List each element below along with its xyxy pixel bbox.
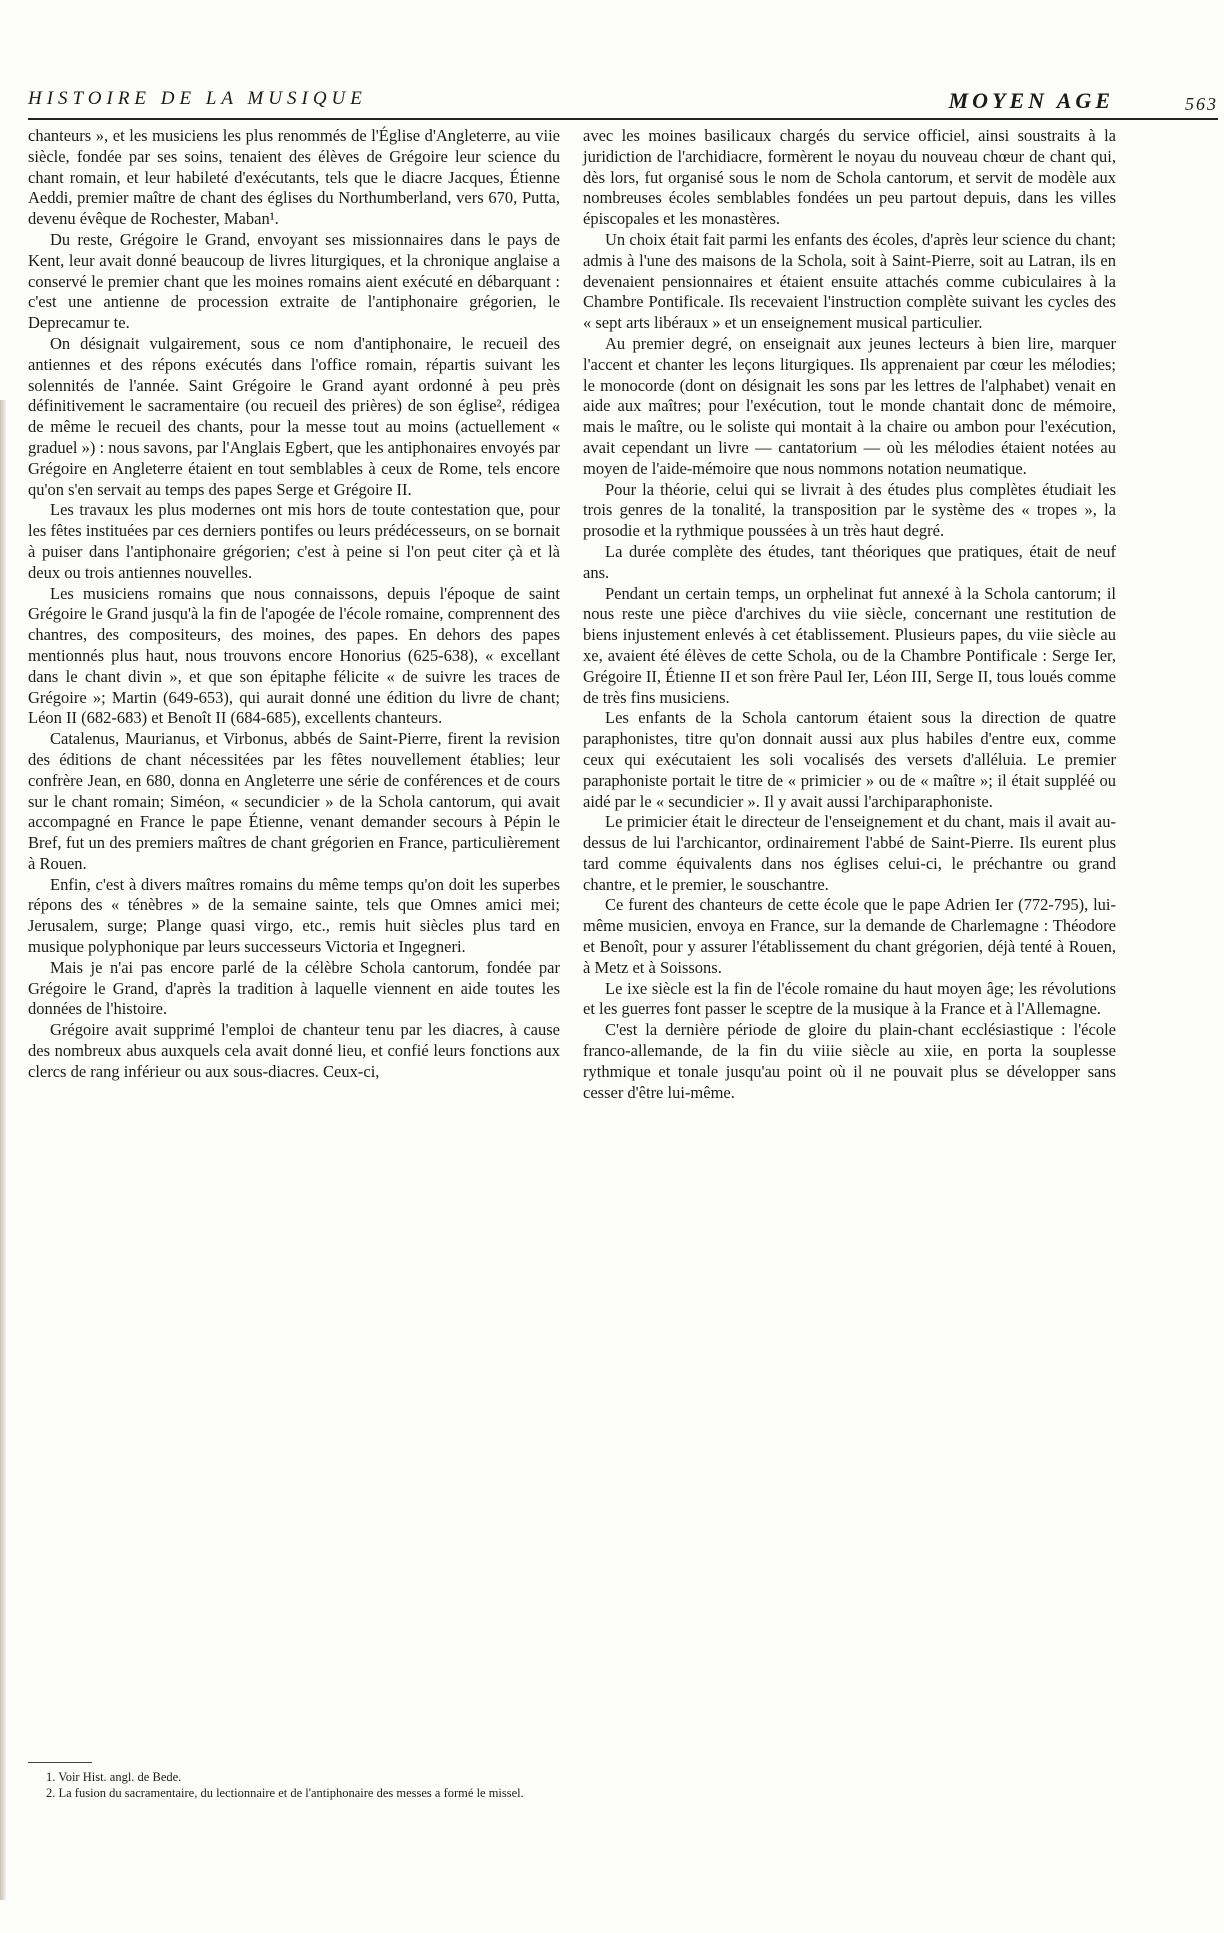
- paragraph: chanteurs », et les musiciens les plus renommés de l'Église d'Angleterre, au viie siècle, fondée par ses soins, tenaient des élèves de Grégoire leur science du chant romain, et leur habileté d'exécutants, tels que le diacre Jacques, Étienne Aeddi, premier maître de chant des églises du Northumberland, vers 670, Putta, devenu évêque de Rochester, Maban¹.: [28, 126, 560, 229]
- header-right-title: MOYEN AGE: [948, 88, 1114, 113]
- paragraph: Ce furent des chanteurs de cette école que le pape Adrien Ier (772-795), lui-même musicien, envoya en France, sur la demande de Charlemagne : Théodore et Benoît, pour y assurer l'établissement du chant grégorien, déjà tenté à Rouen, à Metz et à Soissons.: [583, 895, 1116, 977]
- paragraph: Catalenus, Maurianus, et Virbonus, abbés de Saint-Pierre, firent la revision des éditions de chant nécessitées par les fêtes nouvellement établies; leur confrère Jean, en 680, donna en Angleterre une série de conférences et de cours sur le chant romain; Siméon, « secundicier » de la Schola cantorum, qui avait accompagné en France le pape Étienne, venant demander secours à Pépin le Bref, fut un des premiers maîtres de chant grégorien en France, particulièrement à Rouen.: [28, 729, 560, 873]
- running-header: [28, 88, 1114, 114]
- footnotes: [28, 1770, 560, 1801]
- paragraph: Enfin, c'est à divers maîtres romains du même temps qu'on doit les superbes répons des « ténèbres » de la semaine sainte, tels que Omnes amici mei; Jerusalem, surge; Plange quasi virgo, etc., remis huit siècles plus tard en musique polyphonique par leurs successeurs Victoria et Ingegneri.: [28, 874, 560, 957]
- paragraph: Les travaux les plus modernes ont mis hors de toute contestation que, pour les fêtes instituées par ces derniers pontifes ou leurs prédécesseurs, on se bornait à puiser dans l'antiphonaire grégorien; c'est à peine si l'on peut citer çà et là deux ou trois antiennes nouvelles.: [28, 500, 560, 582]
- paragraph: Grégoire avait supprimé l'emploi de chanteur tenu par les diacres, à cause des nombreux abus auxquels cela avait donné lieu, et confié leurs fonctions aux clercs de rang inférieur ou aux sous-diacres. Ceux-ci,: [28, 1020, 560, 1081]
- paragraph: C'est la dernière période de gloire du plain-chant ecclésiastique : l'école franco-allemande, de la fin du viiie siècle au xiie, en porta la souplesse rythmique et tonale jusqu'au point où il ne pouvait plus se développer sans cesser d'être lui-même.: [583, 1020, 1116, 1102]
- paragraph: Mais je n'ai pas encore parlé de la célèbre Schola cantorum, fondée par Grégoire le Grand, d'après la tradition à laquelle viennent en aide toutes les données de l'histoire.: [28, 957, 560, 1019]
- right-column: [583, 126, 1116, 1103]
- paragraph: avec les moines basilicaux chargés du service officiel, ainsi soustraits à la juridiction de l'archidiacre, formèrent le noyau du nouveau chœur de chant qui, dès lors, fut organisé sous le nom de Schola cantorum, et servit de modèle aux nombreuses écoles semblables fondées un peu partout depuis, dans les villes épiscopales et les monastères.: [583, 126, 1116, 229]
- footnote: 2. La fusion du sacramentaire, du lectionnaire et de l'antiphonaire des messes a formé le missel.: [46, 1785, 524, 1800]
- paragraph: Les musiciens romains que nous connaissons, depuis l'époque de saint Grégoire le Grand jusqu'à la fin de l'apogée de l'école romaine, comprennent des chantres, des compositeurs, des moines, des papes. En dehors des papes mentionnés plus haut, nous trouvons encore Honorius (625-638), « excellant dans le chant divin », et que son épitaphe félicite « de suivre les traces de Grégoire »; Martin (649-653), qui aurait donné une édition du livre de chant; Léon II (682-683) et Benoît II (684-685), excellents chanteurs.: [28, 583, 560, 728]
- header-rule: [28, 118, 1218, 120]
- footnote: 1. Voir Hist. angl. de Bede.: [46, 1770, 182, 1784]
- footnote-separator: [28, 1762, 92, 1763]
- header-left-title: HISTOIRE DE LA MUSIQUE: [28, 88, 367, 109]
- left-column: [28, 126, 560, 1083]
- paragraph: On désignait vulgairement, sous ce nom d'antiphonaire, le recueil des antiennes et des répons exécutés dans l'office romain, répartis suivant les solennités de l'année. Saint Grégoire le Grand ayant ordonné à peu près définitivement le sacramentaire (ou recueil des prières) de son église², rédigea de même le recueil des chants, pour la messe tout au moins (actuellement « graduel ») : nous savons, par l'Anglais Egbert, que les antiphonaires envoyés par Grégoire en Angleterre étaient en tout semblables à ceux de Rome, tels encore qu'on s'en servait au temps des papes Serge et Grégoire II.: [28, 333, 560, 499]
- paragraph: Le primicier était le directeur de l'enseignement et du chant, mais il avait au-dessus de lui l'archicantor, ordinairement l'abbé de Saint-Pierre. Ils eurent plus tard comme équivalents dans nos églises celui-ci, le préchantre ou grand chantre, et le premier, le souschantre.: [583, 812, 1116, 894]
- paragraph: Du reste, Grégoire le Grand, envoyant ses missionnaires dans le pays de Kent, leur avait donné beaucoup de livres liturgiques, et la chronique anglaise a conservé le premier chant que les moines romains aient exécuté en débarquant : c'est une antienne de procession extraite de l'antiphonaire grégorien, le Deprecamur te.: [28, 229, 560, 333]
- paragraph: Pendant un certain temps, un orphelinat fut annexé à la Schola cantorum; il nous reste une pièce d'archives du viie siècle, concernant une restitution de biens injustement enlevés à cet établissement. Plusieurs papes, du viie siècle au xe, avaient été élèves de cette Schola, ou de la Chambre Pontificale : Serge Ier, Grégoire II, Étienne II et son frère Paul Ier, Léon III, Serge II, tous loués comme de très fins musiciens.: [583, 583, 1116, 707]
- paragraph: Les enfants de la Schola cantorum étaient sous la direction de quatre paraphonistes, titre qu'on donnait aussi aux plus habiles d'entre eux, comme ceux qui exécutaient les soli vocalisés des versets d'alléluia. Le premier paraphoniste portait le titre de « primicier » ou de « maître »; il était suppléé ou aidé par le « secundicier ». Il y avait aussi l'archiparaphoniste.: [583, 708, 1116, 811]
- paragraph: Le ixe siècle est la fin de l'école romaine du haut moyen âge; les révolutions et les guerres font passer le sceptre de la musique à la France et à l'Allemagne.: [583, 978, 1116, 1019]
- paragraph: Au premier degré, on enseignait aux jeunes lecteurs à bien lire, marquer l'accent et chanter les leçons liturgiques. Ils apprenaient par cœur les mélodies; le monocorde (dont on désignait les sons par les lettres de l'alphabet) venait en aide aux maîtres; pour l'exécution, tout le monde chantait donc de mémoire, mais le maître, ou le soliste qui montait à la chaire ou ambon pour l'exécution, avait cependant un livre — cantatorium — où les mélodies étaient notées au moyen de l'aide-mémoire que nous nommons notation neumatique.: [583, 333, 1116, 478]
- page-number: 563: [1185, 94, 1218, 114]
- paragraph: Un choix était fait parmi les enfants des écoles, d'après leur science du chant; admis à l'une des maisons de la Schola, soit à Saint-Pierre, soit au Latran, ils en devenaient pensionnaires et étaient ensuite attachés comme cubiculaires à la Chambre Pontificale. Ils recevaient l'instruction complète suivant les cycles des « sept arts libéraux » et un enseignement musical particulier.: [583, 229, 1116, 333]
- page-gutter-shadow: [0, 400, 6, 1900]
- paragraph: Pour la théorie, celui qui se livrait à des études plus complètes étudiait les trois genres de la tonalité, la transposition par le système des « tropes », la prosodie et la rythmique poussées à un très haut degré.: [583, 479, 1116, 541]
- paragraph: La durée complète des études, tant théoriques que pratiques, était de neuf ans.: [583, 541, 1116, 582]
